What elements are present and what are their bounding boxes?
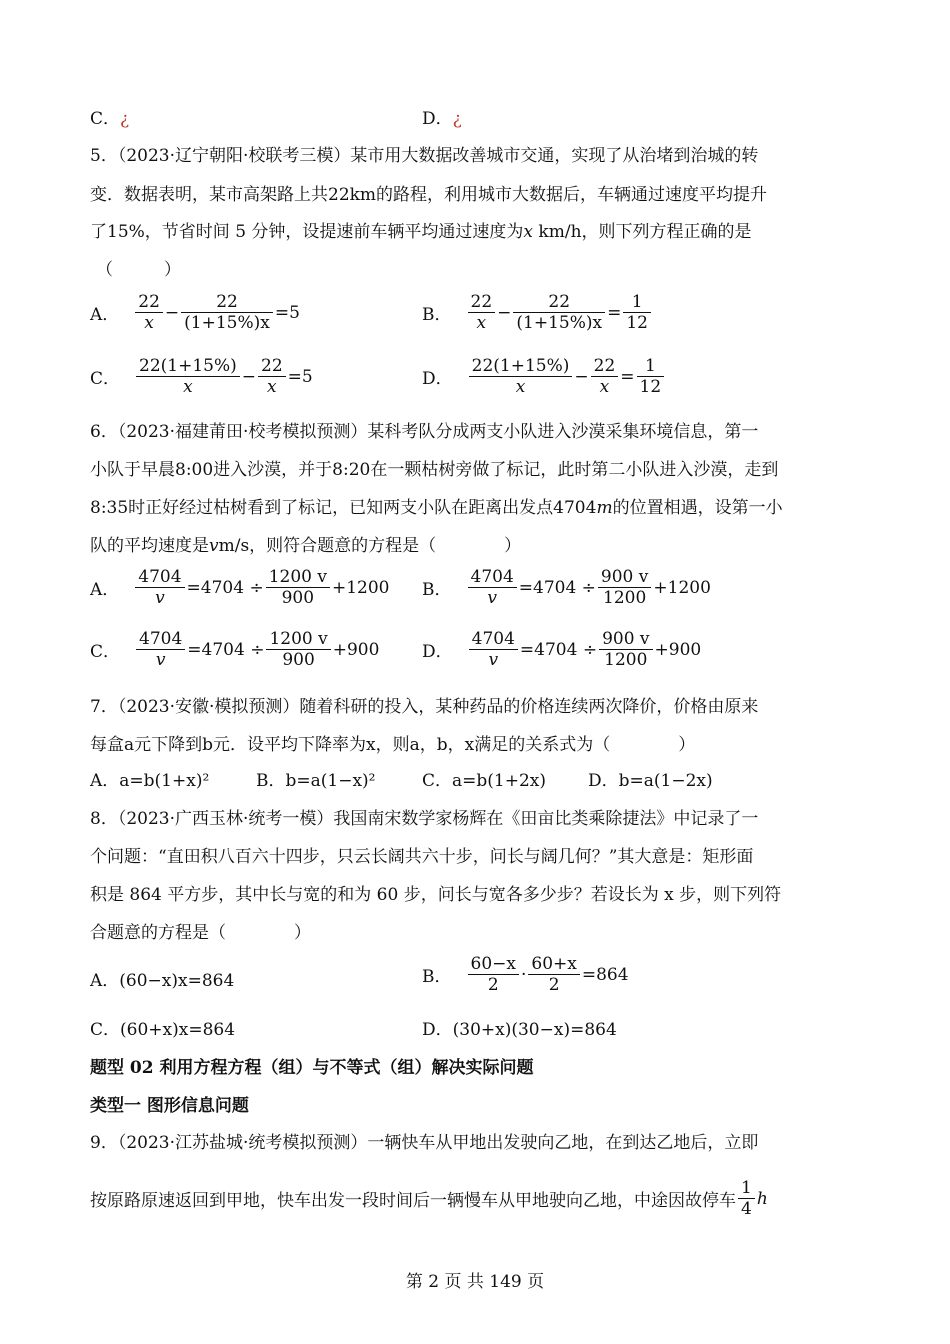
q6-option-a: A． $\frac{4704}{v}$ =4704 ÷ $\frac{1200 v}{900}$ +1200 [90,567,390,608]
q6-line-2: 小队于早晨8:00进入沙漠，并于8:20在一颗枯树旁做了标记，此时第二小队进入沙漠，走到 [90,460,779,480]
q6-line-1: 6．（2023·福建莆田·校考模拟预测）某科考队分成两支小队进入沙漠采集环境信息，第一 [90,422,759,442]
q9-line-2: 按原路原速返回到甲地，快车出发一段时间后一辆慢车从甲地驶向乙地，中途因故停车 $\frac{1}{4}$ h [90,1178,768,1219]
section-heading: 题型 02 利用方程方程（组）与不等式（组）解决实际问题 [90,1058,534,1078]
q5-option-c: C． $\frac{22(1+15\%)}{x}$ − $\frac{22}{x}$ =5 [90,356,313,397]
q8-line-1: 8．（2023·广西玉林·统考一模）我国南宋数学家杨辉在《田亩比类乘除捷法》中记录了一 [90,809,759,829]
q4-option-c: C．¿ [90,109,130,129]
q6-option-b: B． $\frac{4704}{v}$ =4704 ÷ $\frac{900 v}{1200}$ +1200 [422,567,711,608]
q9-line-1: 9．（2023·江苏盐城·统考模拟预测）一辆快车从甲地出发驶向乙地，在到达乙地后，立即 [90,1133,759,1153]
q8-option-a: A．(60−x)x=864 [90,971,235,991]
q6-option-d: D． $\frac{4704}{v}$ =4704 ÷ $\frac{900 v}{1200}$ +900 [422,629,702,670]
q5-option-d: D． $\frac{22(1+15\%)}{x}$ − $\frac{22}{x}$ = $\frac{1}{12}$ [422,356,666,397]
q7-option-a: A．a=b(1+x)² [90,771,210,791]
subsection-heading: 类型一 图形信息问题 [90,1096,249,1116]
q6-line-4: 队的平均速度是vm/s，则符合题意的方程是（ ） [90,536,522,556]
q7-line-2: 每盒a元下降到b元．设平均下降率为x，则a，b，x满足的关系式为（ ） [90,735,696,755]
q7-line-1: 7．（2023·安徽·模拟预测）随着科研的投入，某种药品的价格连续两次降价，价格由原来 [90,697,759,717]
q8-option-d: D．(30+x)(30−x)=864 [422,1020,617,1040]
q5-line-3: 了15%，节省时间 5 分钟，设提速前车辆平均通过速度为x km/h，则下列方程正确的是 [90,222,752,242]
q4-option-d: D．¿ [422,109,462,129]
q8-line-2: 个问题：“直田积八百六十四步，只云长阔共六十步，问长与阔几何？”其大意是：矩形面 [90,847,754,867]
page-footer: 第 2 页 共 149 页 [405,1272,545,1292]
q6-line-3: 8:35时正好经过枯树看到了标记，已知两支小队在距离出发点4704m的位置相遇，设第一小 [90,498,783,518]
q8-line-3: 积是 864 平方步，其中长与宽的和为 60 步，问长与宽各多少步？若设长为 x 步，则下列符 [90,885,782,905]
q5-line-1: 5．（2023·辽宁朝阳·校联考三模）某市用大数据改善城市交通，实现了从治堵到治城的转 [90,146,759,166]
q5-option-a: A． $\frac{22}{x}$ − $\frac{22}{(1+15\%)x}$ =5 [90,292,300,333]
q5-line-2: 变．数据表明，某市高架路上共22km的路程，利用城市大数据后，车辆通过速度平均提升 [90,185,768,205]
q5-option-b: B． $\frac{22}{x}$ − $\frac{22}{(1+15\%)x}$ = $\frac{1}{12}$ [422,292,653,333]
q7-option-c: C．a=b(1+2x) [422,771,546,791]
q8-option-b: B． $\frac{60-x}{2}$ · $\frac{60+x}{2}$ =864 [422,954,629,995]
q6-option-c: C． $\frac{4704}{v}$ =4704 ÷ $\frac{1200 v}{900}$ +900 [90,629,380,670]
q5-line-4: （ ） [96,260,181,280]
q7-option-d: D．b=a(1−2x) [588,771,713,791]
q7-option-b: B．b=a(1−x)² [256,771,376,791]
q8-option-c: C．(60+x)x=864 [90,1020,236,1040]
q8-line-4: 合题意的方程是（ ） [90,923,311,943]
